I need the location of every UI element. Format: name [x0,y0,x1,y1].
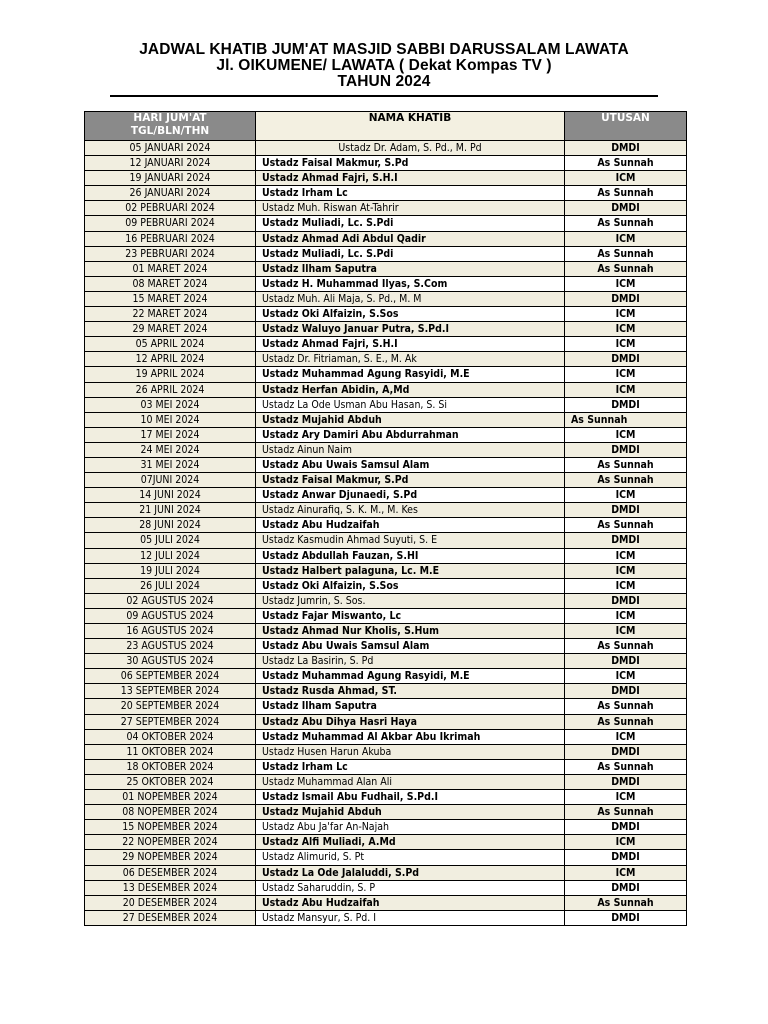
row-khatib-name: Ustadz Abdullah Fauzan, S.HI [256,548,565,563]
row-org: ICM [565,608,687,623]
row-date: 29 NOPEMBER 2024 [85,850,256,865]
row-date: 30 AGUSTUS 2024 [85,654,256,669]
row-org: ICM [565,337,687,352]
row-khatib-name: Ustadz Jumrin, S. Sos. [256,593,565,608]
table-row [85,352,687,367]
table-row [85,910,687,925]
row-date: 29 MARET 2024 [85,322,256,337]
row-date: 23 PEBRUARI 2024 [85,246,256,261]
table-row [85,608,687,623]
table-row [85,563,687,578]
row-date: 25 OKTOBER 2024 [85,774,256,789]
table-row [85,503,687,518]
row-khatib-name: Ustadz Abu Ja'far An-Najah [256,820,565,835]
table-row [85,850,687,865]
row-org: As Sunnah [565,473,687,488]
row-org: As Sunnah [565,805,687,820]
row-date: 08 MARET 2024 [85,276,256,291]
table-row [85,639,687,654]
row-org: ICM [565,729,687,744]
row-org: DMDI [565,774,687,789]
row-date: 19 JANUARI 2024 [85,171,256,186]
title-line-1: JADWAL KHATIB JUM'AT MASJID SABBI DARUSSALAM LAWATA [139,41,629,58]
table-row [85,291,687,306]
row-org: DMDI [565,744,687,759]
row-date: 16 AGUSTUS 2024 [85,624,256,639]
table-row [85,533,687,548]
row-date: 31 MEI 2024 [85,457,256,472]
schedule-table [84,111,687,926]
row-date: 26 JANUARI 2024 [85,186,256,201]
row-khatib-name: Ustadz Abu Uwais Samsul Alam [256,639,565,654]
row-date: 12 JANUARI 2024 [85,156,256,171]
row-khatib-name: Ustadz Abu Hudzaifah [256,895,565,910]
table-row [85,442,687,457]
row-date: 12 JULI 2024 [85,548,256,563]
row-org: ICM [565,548,687,563]
row-org: ICM [565,790,687,805]
table-row [85,457,687,472]
row-org: ICM [565,231,687,246]
row-khatib-name: Ustadz Dr. Fitriaman, S. E., M. Ak [256,352,565,367]
row-khatib-name: Ustadz Oki Alfaizin, S.Sos [256,578,565,593]
row-khatib-name: Ustadz La Ode Usman Abu Hasan, S. Si [256,397,565,412]
header-name: NAMA KHATIB [256,112,565,141]
row-org: DMDI [565,442,687,457]
row-date: 27 SEPTEMBER 2024 [85,714,256,729]
table-row [85,216,687,231]
row-date: 09 PEBRUARI 2024 [85,216,256,231]
row-date: 19 JULI 2024 [85,563,256,578]
table-row [85,337,687,352]
title-line-3: TAHUN 2024 [337,73,431,90]
row-khatib-name: Ustadz Mujahid Abduh [256,412,565,427]
row-khatib-name: Ustadz Ainun Naim [256,442,565,457]
row-date: 13 SEPTEMBER 2024 [85,684,256,699]
row-org: DMDI [565,533,687,548]
row-org: ICM [565,307,687,322]
table-row [85,895,687,910]
row-date: 02 AGUSTUS 2024 [85,593,256,608]
header-date [85,112,256,141]
row-khatib-name: Ustadz Abu Dihya Hasri Haya [256,714,565,729]
row-date: 09 AGUSTUS 2024 [85,608,256,623]
row-org: As Sunnah [565,895,687,910]
row-org: DMDI [565,850,687,865]
row-khatib-name: Ustadz La Ode Jalaluddi, S.Pd [256,865,565,880]
table-row [85,880,687,895]
row-org: ICM [565,276,687,291]
table-row [85,744,687,759]
row-khatib-name: Ustadz Ainurafiq, S. K. M., M. Kes [256,503,565,518]
document-title [0,42,768,90]
row-date: 22 NOPEMBER 2024 [85,835,256,850]
row-date: 01 NOPEMBER 2024 [85,790,256,805]
table-row [85,790,687,805]
row-date: 11 OKTOBER 2024 [85,744,256,759]
row-date: 20 SEPTEMBER 2024 [85,699,256,714]
row-khatib-name: Ustadz Muliadi, Lc. S.Pdi [256,246,565,261]
row-org: ICM [565,171,687,186]
table-row [85,729,687,744]
row-khatib-name: Ustadz Abu Uwais Samsul Alam [256,457,565,472]
row-date: 17 MEI 2024 [85,427,256,442]
row-date: 22 MARET 2024 [85,307,256,322]
row-khatib-name: Ustadz Ahmad Nur Kholis, S.Hum [256,624,565,639]
row-khatib-name: Ustadz Dr. Adam, S. Pd., M. Pd [256,141,565,156]
row-khatib-name: Ustadz Muhammad Al Akbar Abu Ikrimah [256,729,565,744]
row-org: ICM [565,835,687,850]
row-org: As Sunnah [565,714,687,729]
table-row [85,820,687,835]
row-org: DMDI [565,820,687,835]
row-date: 15 NOPEMBER 2024 [85,820,256,835]
table-row [85,669,687,684]
row-khatib-name: Ustadz Faisal Makmur, S.Pd [256,473,565,488]
table-row [85,805,687,820]
table-row [85,714,687,729]
row-org: DMDI [565,684,687,699]
table-row [85,488,687,503]
row-org: As Sunnah [565,759,687,774]
row-org: As Sunnah [565,457,687,472]
row-org: ICM [565,865,687,880]
title-line-2: Jl. OIKUMENE/ LAWATA ( Dekat Kompas TV ) [216,57,552,74]
table-row [85,231,687,246]
row-khatib-name: Ustadz Faisal Makmur, S.Pd [256,156,565,171]
table-header-row [85,112,687,141]
header-date-line-1: HARI JUM'AT [133,112,207,124]
row-org: DMDI [565,201,687,216]
table-row [85,548,687,563]
row-org: ICM [565,367,687,382]
row-khatib-name: Ustadz Fajar Miswanto, Lc [256,608,565,623]
row-khatib-name: Ustadz Ahmad Fajri, S.H.I [256,337,565,352]
row-org: As Sunnah [565,261,687,276]
row-date: 05 APRIL 2024 [85,337,256,352]
row-date: 23 AGUSTUS 2024 [85,639,256,654]
row-date: 04 OKTOBER 2024 [85,729,256,744]
header-org: UTUSAN [565,112,687,141]
table-row [85,865,687,880]
row-date: 20 DESEMBER 2024 [85,895,256,910]
row-org: As Sunnah [565,699,687,714]
row-org: ICM [565,669,687,684]
row-org: As Sunnah [565,412,687,427]
row-date: 12 APRIL 2024 [85,352,256,367]
table-row [85,156,687,171]
row-date: 15 MARET 2024 [85,291,256,306]
table-row [85,427,687,442]
table-row [85,141,687,156]
table-row [85,578,687,593]
row-khatib-name: Ustadz Waluyo Januar Putra, S.Pd.I [256,322,565,337]
row-org: DMDI [565,880,687,895]
row-org: ICM [565,624,687,639]
row-date: 06 SEPTEMBER 2024 [85,669,256,684]
row-org: As Sunnah [565,639,687,654]
row-org: DMDI [565,141,687,156]
table-row [85,699,687,714]
row-khatib-name: Ustadz Muhammad Agung Rasyidi, M.E [256,669,565,684]
table-row [85,759,687,774]
table-row [85,397,687,412]
table-row [85,201,687,216]
row-khatib-name: Ustadz Halbert palaguna, Lc. M.E [256,563,565,578]
table-row [85,186,687,201]
table-body [85,141,687,926]
row-org: As Sunnah [565,216,687,231]
table-row [85,276,687,291]
table-row [85,171,687,186]
row-date: 14 JUNI 2024 [85,488,256,503]
row-khatib-name: Ustadz Ary Damiri Abu Abdurrahman [256,427,565,442]
row-khatib-name: Ustadz Muhammad Agung Rasyidi, M.E [256,367,565,382]
row-khatib-name: Ustadz Ilham Saputra [256,261,565,276]
row-org: DMDI [565,397,687,412]
row-khatib-name: Ustadz Saharuddin, S. P [256,880,565,895]
row-date: 08 NOPEMBER 2024 [85,805,256,820]
row-khatib-name: Ustadz Ismail Abu Fudhail, S.Pd.I [256,790,565,805]
row-khatib-name: Ustadz Ahmad Fajri, S.H.I [256,171,565,186]
header-date-line-2: TGL/BLN/THN [130,125,210,137]
row-org: ICM [565,322,687,337]
row-date: 13 DESEMBER 2024 [85,880,256,895]
row-khatib-name: Ustadz Rusda Ahmad, ST. [256,684,565,699]
table-row [85,473,687,488]
row-khatib-name: Ustadz Irham Lc [256,186,565,201]
row-khatib-name: Ustadz Muh. Riswan At-Tahrir [256,201,565,216]
table-row [85,261,687,276]
row-date: 28 JUNI 2024 [85,518,256,533]
table-row [85,774,687,789]
row-date: 10 MEI 2024 [85,412,256,427]
row-date: 03 MEI 2024 [85,397,256,412]
row-org: ICM [565,578,687,593]
table-row [85,624,687,639]
row-date: 01 MARET 2024 [85,261,256,276]
row-khatib-name: Ustadz Herfan Abidin, A,Md [256,382,565,397]
row-khatib-name: Ustadz Muliadi, Lc. S.Pdi [256,216,565,231]
row-date: 24 MEI 2024 [85,442,256,457]
table-row [85,684,687,699]
row-khatib-name: Ustadz Kasmudin Ahmad Suyuti, S. E [256,533,565,548]
row-date: 07JUNI 2024 [85,473,256,488]
row-khatib-name: Ustadz La Basirin, S. Pd [256,654,565,669]
row-khatib-name: Ustadz Irham Lc [256,759,565,774]
row-date: 26 JULI 2024 [85,578,256,593]
row-org: DMDI [565,593,687,608]
row-date: 27 DESEMBER 2024 [85,910,256,925]
row-org: DMDI [565,352,687,367]
row-org: As Sunnah [565,518,687,533]
row-khatib-name: Ustadz H. Muhammad Ilyas, S.Com [256,276,565,291]
row-khatib-name: Ustadz Oki Alfaizin, S.Sos [256,307,565,322]
row-org: ICM [565,427,687,442]
row-date: 02 PEBRUARI 2024 [85,201,256,216]
row-date: 19 APRIL 2024 [85,367,256,382]
row-khatib-name: Ustadz Mujahid Abduh [256,805,565,820]
table-row [85,367,687,382]
row-org: DMDI [565,654,687,669]
table-row [85,382,687,397]
row-date: 05 JANUARI 2024 [85,141,256,156]
table-row [85,322,687,337]
row-khatib-name: Ustadz Abu Hudzaifah [256,518,565,533]
table-row [85,307,687,322]
table-row [85,518,687,533]
row-org: DMDI [565,503,687,518]
row-org: DMDI [565,291,687,306]
row-date: 06 DESEMBER 2024 [85,865,256,880]
row-org: As Sunnah [565,156,687,171]
row-org: As Sunnah [565,246,687,261]
table-row [85,246,687,261]
row-khatib-name: Ustadz Husen Harun Akuba [256,744,565,759]
row-date: 21 JUNI 2024 [85,503,256,518]
row-date: 05 JULI 2024 [85,533,256,548]
row-org: ICM [565,382,687,397]
row-khatib-name: Ustadz Ahmad Adi Abdul Qadir [256,231,565,246]
row-date: 18 OKTOBER 2024 [85,759,256,774]
table-row [85,654,687,669]
row-org: DMDI [565,910,687,925]
row-khatib-name: Ustadz Alimurid, S. Pt [256,850,565,865]
table-row [85,412,687,427]
row-date: 26 APRIL 2024 [85,382,256,397]
row-khatib-name: Ustadz Muh. Ali Maja, S. Pd., M. M [256,291,565,306]
row-khatib-name: Ustadz Muhammad Alan Ali [256,774,565,789]
row-org: ICM [565,563,687,578]
table-row [85,835,687,850]
row-org: As Sunnah [565,186,687,201]
row-khatib-name: Ustadz Alfi Muliadi, A.Md [256,835,565,850]
title-underline [110,95,658,97]
row-org: ICM [565,488,687,503]
table-row [85,593,687,608]
row-khatib-name: Ustadz Mansyur, S. Pd. I [256,910,565,925]
row-date: 16 PEBRUARI 2024 [85,231,256,246]
row-khatib-name: Ustadz Ilham Saputra [256,699,565,714]
row-khatib-name: Ustadz Anwar Djunaedi, S.Pd [256,488,565,503]
